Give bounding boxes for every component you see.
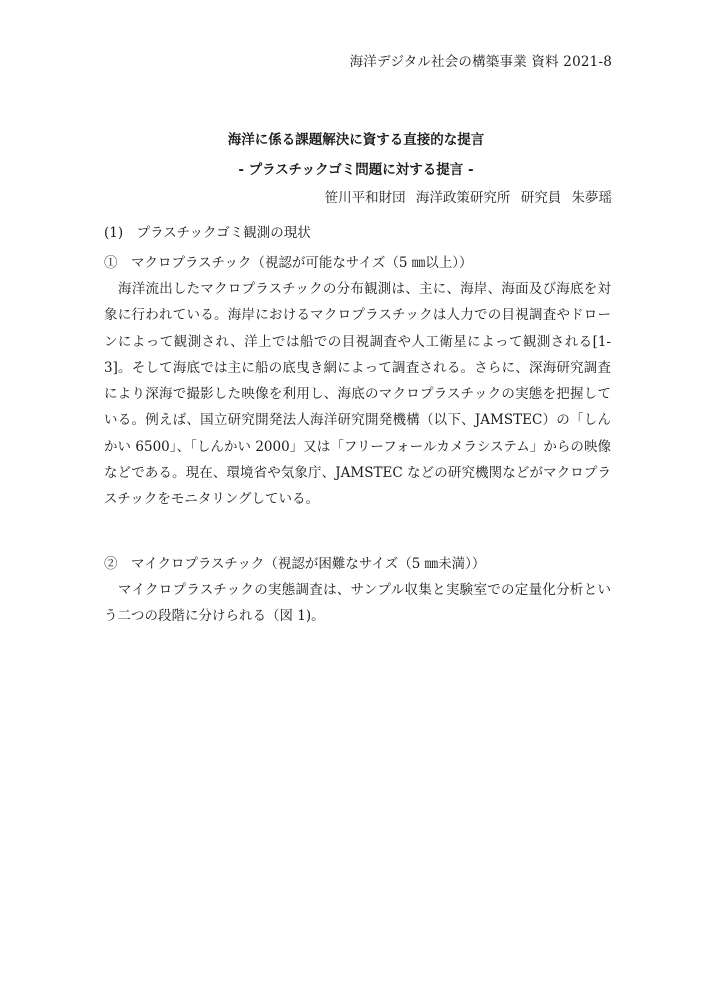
author-line: 笹川平和財団 海洋政策研究所 研究員 朱夢瑶 <box>324 190 612 206</box>
paragraph-macroplastic: 海洋流出したマクロプラスチックの分布観測は、主に、海岸、海面及び海底を対象に行われている。海岸におけるマクロプラスチックは人力での目視調査やドローンによって観測され、洋上では船での目視調査や人工衛星によって観測される[1-3]。そして海底では主に船の底曳き網によって調査される。さらに、深海研究調査により深海で撮影した映像を利用し、海底のマクロプラスチックの実態を把握している。例えば、国立研究開発法人海洋研究開発機構（以下、JAMSTEC）の「しんかい 6500」、「しんかい 2000」又は「フリーフォールカメラシステム」からの映像などである。現在、環境省や気象庁、JAMSTEC などの研究機関などがマクロプラスチックをモニタリングしている。 <box>104 281 611 508</box>
page-title: 海洋に係る課題解決に資する直接的な提言 <box>227 132 485 148</box>
page-subtitle: - プラスチックゴミ問題に対する提言 - <box>238 162 474 178</box>
paragraph-microplastic: マイクロプラスチックの実態調査は、サンプル収集と実験室での定量化分析という二つの段階に分けられる（図 1)。 <box>104 582 611 625</box>
section-heading-1: (1) プラスチックゴミ観測の現状 <box>104 225 311 241</box>
subsection-heading-macroplastic: ① マクロプラスチック（視認が可能なサイズ（5 ㎜以上）） <box>104 255 473 271</box>
document-reference: 海洋デジタル社会の構築事業 資料 2021-8 <box>349 54 612 70</box>
subsection-heading-microplastic: ② マイクロプラスチック（視認が困難なサイズ（5 ㎜未満）） <box>104 556 486 572</box>
